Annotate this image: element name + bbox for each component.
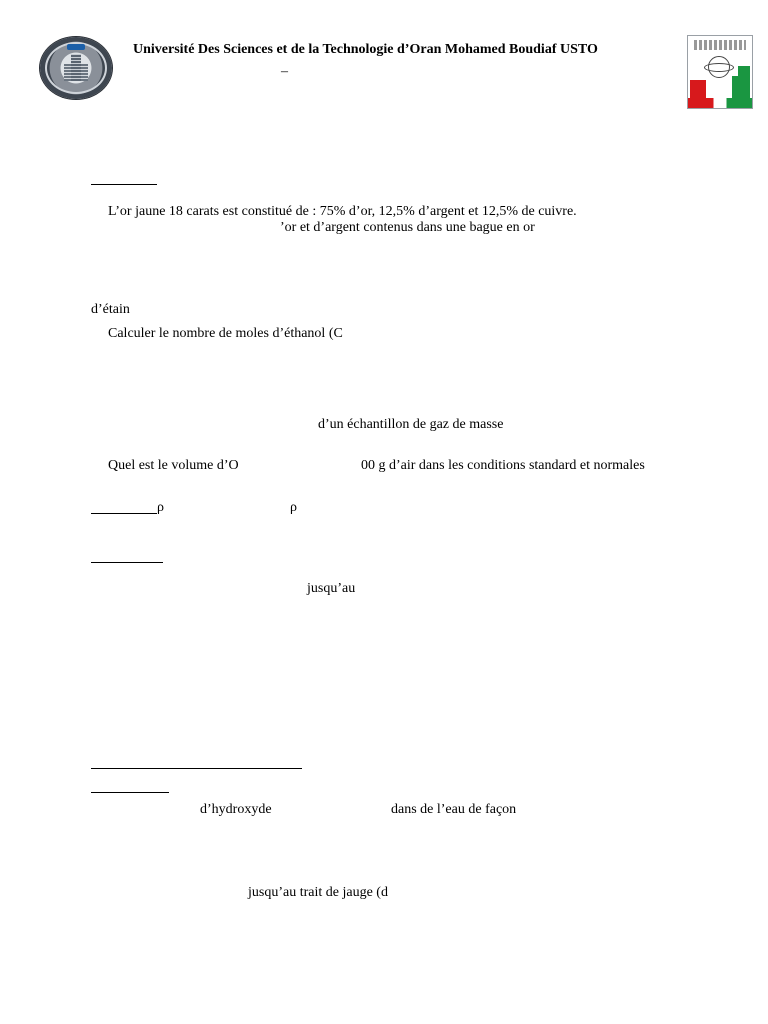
text-line-water: dans de l’eau de façon — [391, 802, 517, 817]
text-line-etain: d’étain — [91, 302, 130, 317]
faculty-logo — [688, 36, 752, 108]
text-line-trait-de-jauge: jusqu’au trait de jauge (d — [248, 885, 388, 900]
section-underline-2 — [91, 513, 157, 514]
faculty-logo-green-step — [732, 76, 750, 98]
section-underline-4 — [91, 792, 169, 793]
text-line-gold-composition: L’or jaune 18 carats est constitué de : 75% d’or, 12,5% d’argent et 12,5% de cuivre. — [108, 204, 577, 219]
faculty-logo-atom-orbit-2 — [704, 63, 734, 72]
text-line-volume-o2: Quel est le volume d’O — [108, 458, 239, 473]
text-line-ring: ’or et d’argent contenus dans une bague en or — [280, 220, 535, 235]
text-line-hydroxyde: d’hydroxyde — [200, 802, 272, 817]
university-header: Université Des Sciences et de la Technologie d’Oran Mohamed Boudiaf USTO — [133, 42, 598, 57]
text-line-gas-sample: d’un échantillon de gaz de masse — [318, 417, 504, 432]
seal-building-tower — [71, 54, 81, 81]
faculty-logo-green-step-top — [738, 66, 750, 76]
section-underline-1 — [91, 184, 157, 185]
university-seal-logo — [40, 37, 112, 99]
section-underline-3 — [91, 562, 163, 563]
header-dash: – — [281, 64, 288, 79]
seal-banner — [67, 44, 85, 50]
section-underline-long — [91, 768, 302, 769]
rho-symbol-1: ρ — [157, 500, 164, 515]
text-line-air-conditions: 00 g d’air dans les conditions standard et normales — [361, 458, 645, 473]
text-line-ethanol: Calculer le nombre de moles d’éthanol (C — [108, 326, 343, 341]
text-line-jusquau: jusqu’au — [307, 581, 356, 596]
faculty-logo-arabic-title — [694, 40, 746, 50]
rho-symbol-2: ρ — [290, 500, 297, 515]
faculty-logo-flag-band — [688, 98, 752, 108]
faculty-logo-red-block — [690, 80, 706, 98]
